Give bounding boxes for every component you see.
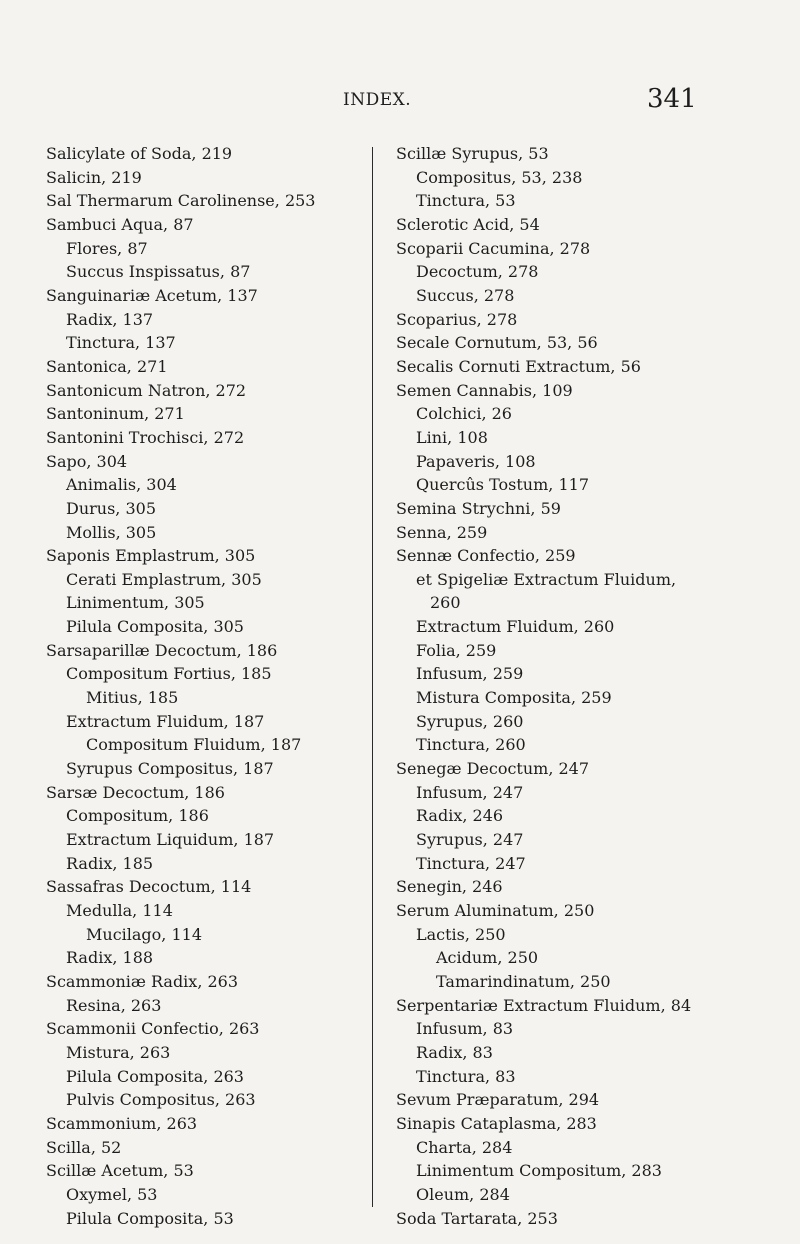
index-entry: Sinapis Cataplasma, 283 — [396, 1113, 597, 1133]
index-entry: Extractum Fluidum, 187 — [66, 711, 265, 731]
index-entry: Sambuci Aqua, 87 — [46, 214, 194, 234]
index-entry: Scillæ Acetum, 53 — [46, 1161, 194, 1181]
index-entry: Pulvis Compositus, 263 — [66, 1090, 256, 1110]
index-entry: Acidum, 250 — [436, 948, 539, 968]
index-entry: Infusum, 83 — [416, 1019, 514, 1039]
index-entry: Scammonium, 263 — [46, 1113, 198, 1133]
column-divider — [372, 147, 373, 1207]
index-entry: Scillæ Syrupus, 53 — [396, 144, 549, 163]
index-entry: Syrupus Compositus, 187 — [66, 759, 274, 779]
index-entry: Infusum, 247 — [416, 782, 524, 802]
index-entry: Radix, 137 — [66, 309, 154, 329]
index-entry: Sclerotic Acid, 54 — [396, 214, 540, 234]
index-entry: Mistura Composita, 259 — [416, 688, 612, 708]
index-entry: Syrupus, 260 — [416, 711, 524, 731]
index-entry: Infusum, 259 — [416, 664, 524, 684]
index-entry: Sanguinariæ Acetum, 137 — [46, 285, 258, 305]
index-entry: Animalis, 304 — [66, 475, 177, 495]
index-entry: Senegin, 246 — [396, 877, 503, 897]
index-entry: Radix, 83 — [416, 1042, 493, 1062]
index-entry: Serpentariæ Extractum Fluidum, 84 — [396, 995, 692, 1015]
index-entry: Mucilago, 114 — [86, 924, 203, 944]
index-entry: Pilula Composita, 305 — [66, 617, 244, 637]
index-entry: Linimentum Compositum, 283 — [416, 1161, 662, 1181]
index-entry: Santonica, 271 — [46, 356, 168, 376]
index-entry: Extractum Liquidum, 187 — [66, 830, 275, 850]
index-entry: Flores, 87 — [66, 238, 148, 258]
index-entry: Scammoniæ Radix, 263 — [46, 971, 239, 991]
index-entry: Oxymel, 53 — [66, 1184, 158, 1204]
index-entry: Tinctura, 53 — [416, 191, 516, 211]
index-entry: Sapo, 304 — [46, 451, 128, 471]
index-entry: Charta, 284 — [416, 1137, 513, 1157]
index-entry: Cerati Emplastrum, 305 — [66, 569, 262, 589]
index-entry: Sennæ Confectio, 259 — [396, 546, 576, 566]
index-entry: Colchici, 26 — [416, 404, 512, 424]
index-entry: Compositus, 53, 238 — [416, 167, 583, 187]
index-entry: Santonicum Natron, 272 — [46, 380, 247, 400]
index-entry: Sarsæ Decoctum, 186 — [46, 782, 225, 802]
index-entry: Santonini Trochisci, 272 — [46, 427, 245, 447]
index-entry: Quercûs Tostum, 117 — [416, 475, 589, 495]
index-entry: Serum Aluminatum, 250 — [396, 901, 595, 920]
index-entry: Tinctura, 83 — [416, 1066, 516, 1086]
index-entry: Compositum Fluidum, 187 — [86, 735, 302, 755]
index-entry: Extractum Fluidum, 260 — [416, 617, 615, 637]
index-entry: Tinctura, 247 — [416, 853, 526, 873]
index-entry: Mollis, 305 — [66, 522, 157, 542]
index-entry: Scoparius, 278 — [396, 309, 518, 329]
index-entry: Tamarindinatum, 250 — [436, 971, 611, 991]
index-entry: Decoctum, 278 — [416, 262, 539, 282]
index-entry: Succus Inspissatus, 87 — [66, 262, 251, 282]
index-entry: Radix, 185 — [66, 853, 154, 873]
page-title: INDEX. — [343, 90, 412, 110]
index-entry: Compositum Fortius, 185 — [66, 664, 272, 684]
index-entry: Saponis Emplastrum, 305 — [46, 546, 256, 566]
index-entry: Pilula Composita, 263 — [66, 1066, 244, 1086]
index-entry: Resina, 263 — [66, 995, 162, 1015]
index-entry: Scoparii Cacumina, 278 — [396, 238, 591, 258]
index-entry: Folia, 259 — [416, 640, 497, 660]
index-entry: Syrupus, 247 — [416, 830, 524, 850]
index-entry: Semen Cannabis, 109 — [396, 380, 573, 400]
index-entry: Papaveris, 108 — [416, 451, 536, 471]
index-entry: Pilula Composita, 53 — [66, 1208, 234, 1228]
index-entry: 260 — [430, 593, 461, 613]
index-column-right — [396, 142, 796, 1230]
index-entry: Sarsaparillæ Decoctum, 186 — [46, 640, 278, 660]
index-entry: Lactis, 250 — [416, 924, 506, 944]
index-entry: Senna, 259 — [396, 522, 488, 542]
index-entry: Tinctura, 260 — [416, 735, 526, 755]
index-entry: Mitius, 185 — [86, 688, 179, 708]
index-entry: Sassafras Decoctum, 114 — [46, 877, 252, 897]
index-entry: Medulla, 114 — [66, 901, 173, 920]
index-entry: Tinctura, 137 — [66, 333, 176, 353]
index-entry: Scammonii Confectio, 263 — [46, 1019, 260, 1039]
index-entry: Mistura, 263 — [66, 1042, 171, 1062]
index-entry: Salicylate of Soda, 219 — [46, 144, 233, 163]
index-entry: et Spigeliæ Extractum Fluidum, — [416, 569, 677, 589]
index-column-left — [46, 142, 366, 1230]
index-entry: Linimentum, 305 — [66, 593, 205, 613]
index-entry: Radix, 246 — [416, 806, 504, 826]
index-entry: Secale Cornutum, 53, 56 — [396, 333, 598, 353]
index-entry: Sevum Præparatum, 294 — [396, 1090, 600, 1110]
index-entry: Santoninum, 271 — [46, 404, 185, 424]
index-entry: Lini, 108 — [416, 427, 488, 447]
index-entry: Scilla, 52 — [46, 1137, 122, 1157]
index-entry: Salicin, 219 — [46, 167, 142, 187]
index-entry: Compositum, 186 — [66, 806, 209, 826]
index-entry: Oleum, 284 — [416, 1184, 510, 1204]
page-number: 341 — [647, 84, 697, 114]
index-entry: Senegæ Decoctum, 247 — [396, 759, 590, 779]
index-entry: Semina Strychni, 59 — [396, 498, 561, 518]
index-entry: Durus, 305 — [66, 498, 157, 518]
index-entry: Succus, 278 — [416, 285, 515, 305]
page-header — [0, 84, 800, 120]
index-entry: Sal Thermarum Carolinense, 253 — [46, 191, 316, 211]
index-entry: Secalis Cornuti Extractum, 56 — [396, 356, 641, 376]
index-entry: Radix, 188 — [66, 948, 154, 968]
index-entry: Soda Tartarata, 253 — [396, 1208, 558, 1228]
